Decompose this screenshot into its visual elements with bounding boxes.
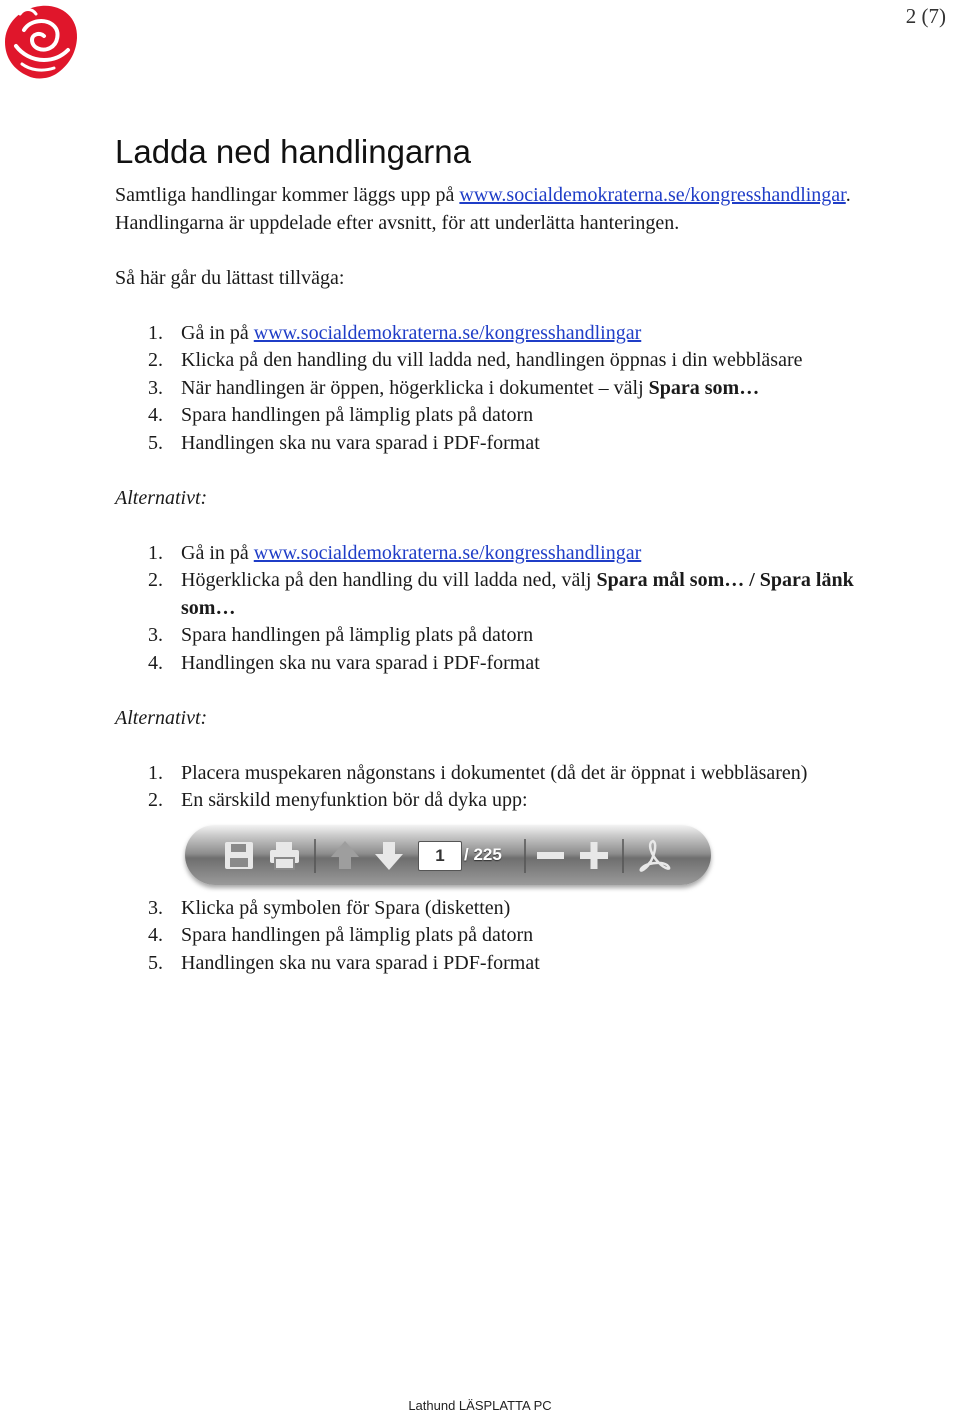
- steps-list-3: [115, 760, 855, 815]
- arrow-up-icon[interactable]: [331, 841, 359, 869]
- save-icon[interactable]: [225, 842, 253, 869]
- kongress-link[interactable]: www.socialdemokraterna.se/kongresshandlingar: [253, 541, 642, 564]
- list-number: 2.: [148, 789, 163, 811]
- alternative-label: Alternativt:: [115, 486, 208, 509]
- document-body: [115, 128, 855, 977]
- list-text: Spara handlingen på lämplig plats på datorn: [181, 924, 534, 946]
- list-bold-text: Spara som…: [648, 376, 760, 399]
- list-number: 1.: [148, 541, 163, 564]
- arrow-down-icon[interactable]: [375, 842, 403, 870]
- list-item: [115, 895, 855, 923]
- list-item: [115, 567, 855, 622]
- list-item: [115, 950, 855, 978]
- list-item: [115, 540, 855, 568]
- alternative-label: Alternativt:: [115, 706, 208, 729]
- list-item: [115, 760, 855, 788]
- list-text: Högerklicka på den handling du vill ladda ned, välj: [181, 569, 597, 591]
- list-number: 5.: [148, 431, 163, 454]
- page-number: 2 (7): [905, 4, 946, 28]
- list-item: [115, 650, 855, 678]
- list-number: 5.: [148, 951, 163, 974]
- steps-list-1: [115, 320, 855, 458]
- list-number: 1.: [148, 761, 163, 784]
- acrobat-icon[interactable]: [641, 841, 669, 871]
- list-text: En särskild menyfunktion bör då dyka upp:: [181, 789, 528, 811]
- list-item: [115, 430, 855, 458]
- list-item: [115, 622, 855, 650]
- print-icon[interactable]: [270, 842, 299, 869]
- kongress-link[interactable]: www.socialdemokraterna.se/kongresshandlingar: [253, 321, 642, 344]
- list-number: 3.: [148, 376, 163, 399]
- pdf-toolbar-image: [115, 815, 855, 895]
- list-text: När handlingen är öppen, högerklicka i dokumentet – välj: [181, 376, 649, 399]
- steps-list-2: [115, 540, 855, 678]
- footer-text: Lathund LÄSPLATTA PC: [408, 1398, 552, 1413]
- list-text: Klicka på symbolen för Spara (disketten): [181, 896, 511, 919]
- list-item: [115, 402, 855, 430]
- list-text: Placera muspekaren någonstans i dokumentet (då det är öppnat i webbläsaren): [181, 761, 808, 784]
- intro-text: Samtliga handlingar kommer läggs upp på: [115, 184, 460, 206]
- page-total: / 225: [464, 844, 502, 864]
- rose-logo-icon: [2, 2, 80, 82]
- list-text: Handlingen ska nu vara sparad i PDF-format: [181, 651, 540, 674]
- list-text: Spara handlingen på lämplig plats på datorn: [181, 624, 534, 646]
- plus-icon[interactable]: [580, 842, 608, 869]
- list-number: 4.: [148, 404, 163, 426]
- minus-icon[interactable]: [537, 852, 564, 859]
- list-number: 3.: [148, 624, 163, 646]
- list-text: Handlingen ska nu vara sparad i PDF-format: [181, 431, 540, 454]
- list-text: Gå in på: [181, 541, 254, 564]
- how-to-heading: Så här går du lättast tillväga:: [115, 266, 345, 289]
- page-title: Ladda ned handlingarna: [115, 133, 471, 170]
- list-item: [115, 787, 855, 815]
- pdf-toolbar: [185, 825, 711, 885]
- list-number: 4.: [148, 924, 163, 946]
- list-item: [115, 347, 855, 375]
- intro-text-after: . Handlingarna är uppdelade efter avsnitt, för att underlätta hanteringen.: [115, 184, 851, 234]
- list-text: Handlingen ska nu vara sparad i PDF-format: [181, 951, 540, 974]
- list-item: [115, 320, 855, 348]
- intro-paragraph: [115, 182, 855, 237]
- list-text: Klicka på den handling du vill ladda ned, handlingen öppnas i din webbläsare: [181, 349, 803, 371]
- list-number: 2.: [148, 349, 163, 371]
- list-number: 3.: [148, 896, 163, 919]
- kongress-link[interactable]: www.socialdemokraterna.se/kongresshandlingar: [459, 184, 846, 206]
- steps-list-3b: [115, 895, 855, 978]
- page-number-input[interactable]: 1: [418, 841, 462, 871]
- list-item: [115, 375, 855, 403]
- list-bold-text: Spara mål som… / Spara länk som…: [181, 569, 854, 619]
- list-text: Spara handlingen på lämplig plats på datorn: [181, 404, 534, 426]
- list-text: Gå in på: [181, 321, 254, 344]
- list-number: 1.: [148, 321, 163, 344]
- list-number: 2.: [148, 569, 163, 591]
- list-item: [115, 922, 855, 950]
- list-number: 4.: [148, 651, 163, 674]
